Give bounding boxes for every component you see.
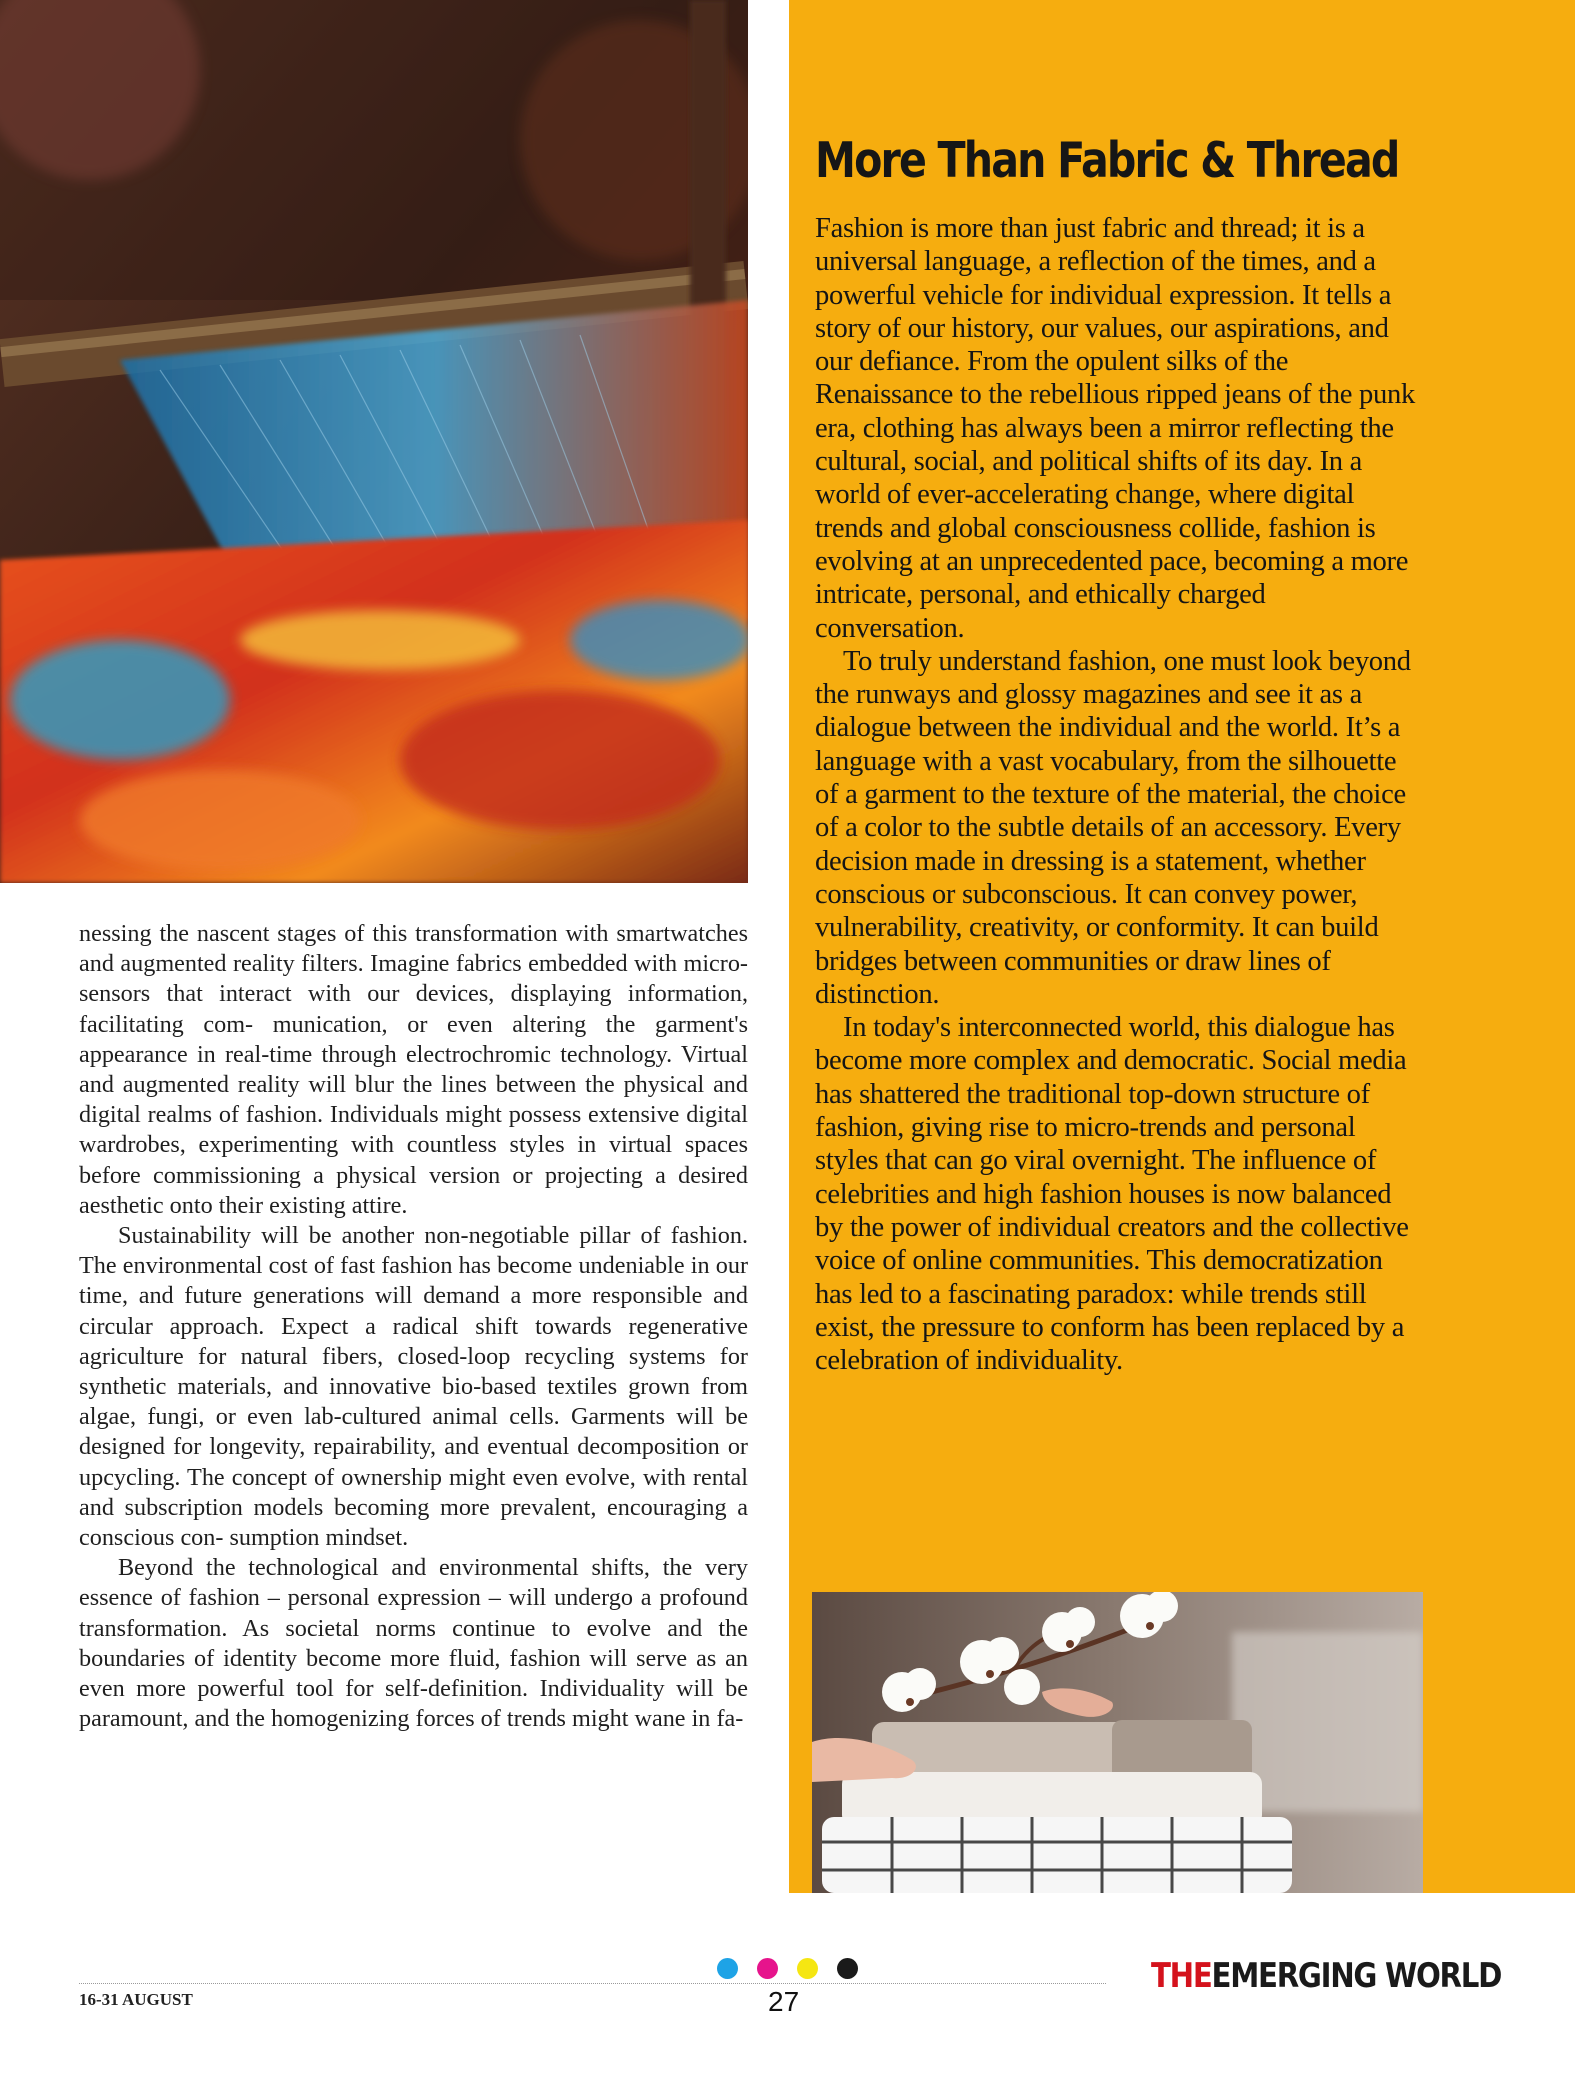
publication-masthead: [1151, 1956, 1501, 1996]
article-paragraph: nessing the nascent stages of this transformation with smartwatches and augmented reality filters. Imagine fabrics embedded with micro-sensors that interact with our devices, displaying information, facilitating com- munication, or even altering the garment's appearance in real-time through electrochromic technology. Virtual and augmented reality will blur the lines between the physical and digital realms of fashion. Individuals might possess extensive digital wardrobes, experimenting with countless styles in virtual spaces before commissioning a physical version or projecting a desired aesthetic onto their existing attire.: [79, 920, 748, 1219]
page-number: 27: [768, 1986, 800, 2017]
article-body: [79, 919, 748, 1734]
registration-dot-magenta: [757, 1958, 778, 1979]
loom-photo: [0, 0, 748, 883]
cotton-linen-photo: [812, 1592, 1423, 1893]
registration-dot-yellow: [797, 1958, 818, 1979]
sidebar-paragraph: In today's interconnected world, this dialogue has become more complex and democratic. Social media has shattered the traditional top-down structure of fashion, giving rise to micro-trends and personal styles that can go viral overnight. The influence of celebrities and high fashion houses is now balanced by the power of individual creators and the collective voice of online communities. This democratization has led to a fascinating paradox: while trends still exist, the pressure to conform has been replaced by a celebration of individuality.: [815, 1012, 1409, 1377]
article-paragraph: Sustainability will be another non-negotiable pillar of fashion. The environmental cost of fast fashion has become undeniable in our time, and future generations will demand a more responsible and circular approach. Expect a radical shift towards regenerative agriculture for natural fibers, closed-loop recycling systems for synthetic materials, and innovative bio-based textiles grown from algae, fungi, or even lab-cultured animal cells. Garments will be designed for longevity, repairability, and eventual decomposition or upcycling. The concept of ownership might even evolve, with rental and subscription models becoming more prevalent, encouraging a conscious con- sumption mindset.: [79, 1222, 748, 1552]
sidebar-title: More Than Fabric & Thread: [815, 132, 1399, 189]
registration-dot-cyan: [717, 1958, 738, 1979]
masthead-name: EMERGING WORLD: [1211, 1956, 1502, 1996]
sidebar-body: [815, 212, 1415, 1377]
issue-date: 16-31 AUGUST: [79, 1990, 193, 2009]
registration-dot-black: [837, 1958, 858, 1979]
footer-divider: [79, 1983, 1106, 1984]
sidebar-paragraph: To truly understand fashion, one must look beyond the runways and glossy magazines and see it as a dialogue between the individual and the world. It’s a language with a vast vocabulary, from the silhouette of a garment to the texture of the material, the choice of a color to the subtle details of an accessory. Every decision made in dressing is a statement, whether conscious or subconscious. It can convey power, vulnerability, creativity, or conformity. It can build bridges between communities or draw lines of distinction.: [815, 645, 1411, 1010]
article-paragraph: Beyond the technological and environmental shifts, the very essence of fashion – personal expression – will undergo a profound transformation. As societal norms continue to evolve and the boundaries of identity become more fluid, fashion will serve as an even more powerful tool for self-definition. Individuality will be paramount, and the homogenizing forces of trends might wane in fa-: [79, 1554, 748, 1733]
masthead-the: THE: [1151, 1956, 1212, 1996]
registration-marks: [717, 1958, 858, 1979]
sidebar-paragraph: Fashion is more than just fabric and thread; it is a universal language, a reflection of the times, and a powerful vehicle for individual expression. It tells a story of our history, our values, our aspirations, and our defiance. From the opulent silks of the Renaissance to the rebellious ripped jeans of the punk era, clothing has always been a mirror reflecting the cultural, social, and political shifts of its day. In a world of ever-accelerating change, where digital trends and global consciousness collide, fashion is evolving at an unprecedented pace, becoming a more intricate, personal, and ethically charged conversation.: [815, 213, 1415, 644]
